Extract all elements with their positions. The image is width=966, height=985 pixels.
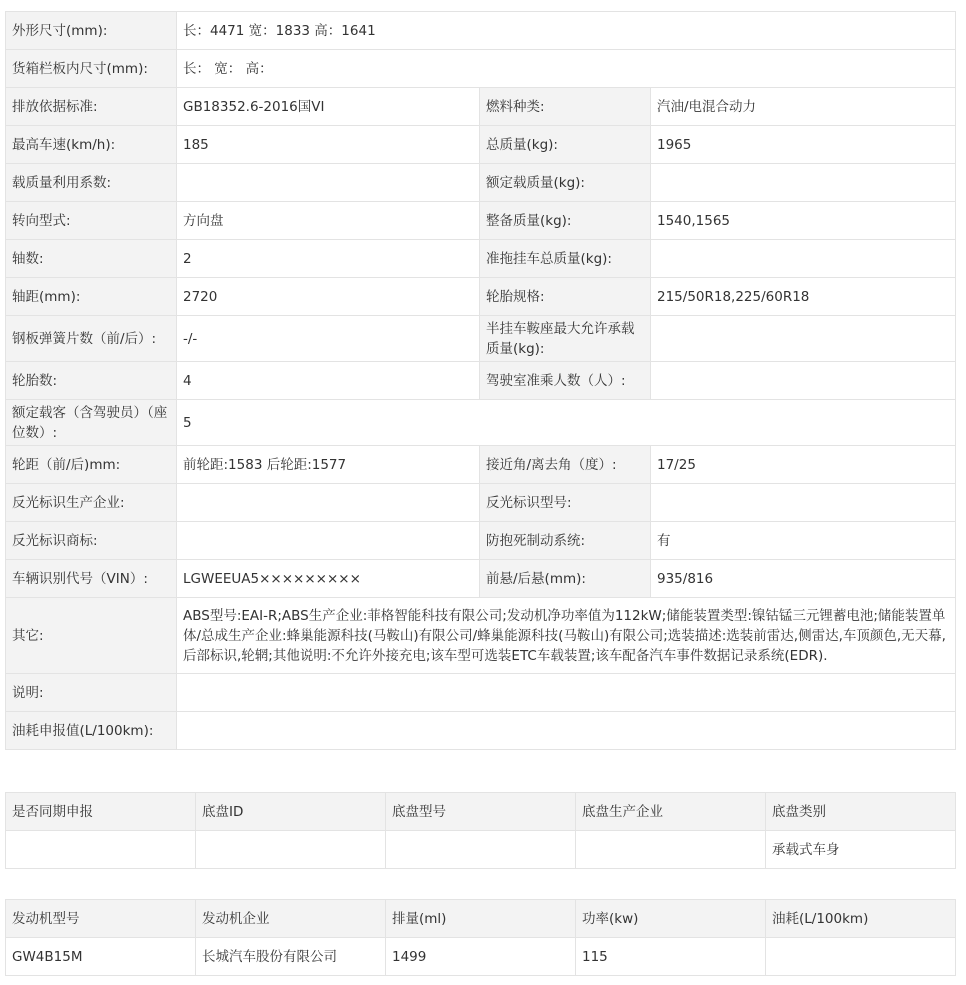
trailer-mass-value <box>651 240 956 278</box>
curb-mass-label: 整备质量(kg): <box>480 202 651 240</box>
dimensions-label: 外形尺寸(mm): <box>6 12 177 50</box>
leaf-springs-label: 钢板弹簧片数（前/后）: <box>6 316 177 362</box>
row-reflector <box>6 484 956 522</box>
total-mass-label: 总质量(kg): <box>480 126 651 164</box>
track-value: 前轮距:1583 后轮距:1577 <box>177 446 480 484</box>
notes-value <box>177 674 956 712</box>
reflector-model-value <box>651 484 956 522</box>
chassis-table <box>5 792 956 869</box>
tire-spec-value: 215/50R18,225/60R18 <box>651 278 956 316</box>
row-cargo-box <box>6 50 956 88</box>
other-value: ABS型号:EAI-R;ABS生产企业:菲格智能科技有限公司;发动机净功率值为112kW;储能装置类型:镍钴锰三元锂蓄电池;储能装置单体/总成生产企业:蜂巢能源科技(马鞍山)有限公司/蜂巢能源科技(马鞍山)有限公司;选装描述:选装前雷达,侧雷达,车顶颜色,无天幕,后部标识,轮辋;其他说明:不允许外接充电;该车型可选装ETC车载装置;该车配备汽车事件数据记录系统(EDR). <box>177 598 956 674</box>
tire-count-label: 轮胎数: <box>6 362 177 400</box>
engine-cell: GW4B15M <box>6 938 196 976</box>
abs-label: 防抱死制动系统: <box>480 522 651 560</box>
chassis-cell <box>196 831 386 869</box>
chassis-header-cell: 底盘型号 <box>386 793 576 831</box>
reflector-model-label: 反光标识型号: <box>480 484 651 522</box>
engine-cell <box>766 938 956 976</box>
row-other <box>6 598 956 674</box>
engine-header-row <box>6 900 956 938</box>
axles-value: 2 <box>177 240 480 278</box>
fuel-report-value <box>177 712 956 750</box>
rated-passengers-value: 5 <box>177 400 956 446</box>
total-mass-value: 1965 <box>651 126 956 164</box>
engine-cell: 115 <box>576 938 766 976</box>
leaf-springs-value: -/- <box>177 316 480 362</box>
chassis-cell: 承载式车身 <box>766 831 956 869</box>
row-vin-overhang <box>6 560 956 598</box>
tire-count-value: 4 <box>177 362 480 400</box>
cargo-box-value: 长： 宽： 高： <box>177 50 956 88</box>
emission-standard-value: GB18352.6-2016国VI <box>177 88 480 126</box>
chassis-header-cell: 底盘类别 <box>766 793 956 831</box>
row-emission-fuel <box>6 88 956 126</box>
row-speed-mass <box>6 126 956 164</box>
row-brand-abs <box>6 522 956 560</box>
axles-label: 轴数: <box>6 240 177 278</box>
fuel-report-label: 油耗申报值(L/100km): <box>6 712 177 750</box>
row-track-angle <box>6 446 956 484</box>
fuel-type-label: 燃料种类: <box>480 88 651 126</box>
chassis-cell <box>386 831 576 869</box>
engine-header-cell: 发动机企业 <box>196 900 386 938</box>
engine-header-cell: 功率(kw) <box>576 900 766 938</box>
overhang-value: 935/816 <box>651 560 956 598</box>
curb-mass-value: 1540,1565 <box>651 202 956 240</box>
table-row <box>6 938 956 976</box>
vin-label: 车辆识别代号（VIN）: <box>6 560 177 598</box>
engine-header-cell: 油耗(L/100km) <box>766 900 956 938</box>
row-notes <box>6 674 956 712</box>
cab-passengers-value <box>651 362 956 400</box>
reflector-brand-label: 反光标识商标: <box>6 522 177 560</box>
emission-standard-label: 排放依据标准: <box>6 88 177 126</box>
row-wheelbase-tire <box>6 278 956 316</box>
chassis-header-row <box>6 793 956 831</box>
reflector-brand-value <box>177 522 480 560</box>
steering-value: 方向盘 <box>177 202 480 240</box>
other-label: 其它: <box>6 598 177 674</box>
saddle-load-label: 半挂车鞍座最大允许承载质量(kg): <box>480 316 651 362</box>
cab-passengers-label: 驾驶室准乘人数（人）: <box>480 362 651 400</box>
engine-header-cell: 发动机型号 <box>6 900 196 938</box>
load-util-label: 载质量利用系数: <box>6 164 177 202</box>
saddle-load-value <box>651 316 956 362</box>
row-tires-cab <box>6 362 956 400</box>
dimensions-value: 长：4471 宽：1833 高：1641 <box>177 12 956 50</box>
trailer-mass-label: 准拖挂车总质量(kg): <box>480 240 651 278</box>
wheelbase-label: 轴距(mm): <box>6 278 177 316</box>
rated-load-label: 额定载质量(kg): <box>480 164 651 202</box>
table-row <box>6 831 956 869</box>
track-label: 轮距（前/后)mm: <box>6 446 177 484</box>
cargo-box-label: 货箱栏板内尺寸(mm): <box>6 50 177 88</box>
row-fuel-report <box>6 712 956 750</box>
overhang-label: 前悬/后悬(mm): <box>480 560 651 598</box>
notes-label: 说明: <box>6 674 177 712</box>
row-load <box>6 164 956 202</box>
vehicle-spec-table <box>5 11 956 750</box>
row-steering-curb <box>6 202 956 240</box>
rated-load-value <box>651 164 956 202</box>
abs-value: 有 <box>651 522 956 560</box>
engine-cell: 长城汽车股份有限公司 <box>196 938 386 976</box>
wheelbase-value: 2720 <box>177 278 480 316</box>
engine-cell: 1499 <box>386 938 576 976</box>
chassis-header-cell: 是否同期申报 <box>6 793 196 831</box>
load-util-value <box>177 164 480 202</box>
steering-label: 转向型式: <box>6 202 177 240</box>
chassis-header-cell: 底盘生产企业 <box>576 793 766 831</box>
rated-passengers-label: 额定载客（含驾驶员）（座位数）: <box>6 400 177 446</box>
approach-angle-label: 接近角/离去角（度）: <box>480 446 651 484</box>
tire-spec-label: 轮胎规格: <box>480 278 651 316</box>
row-rated-passengers <box>6 400 956 446</box>
max-speed-label: 最高车速(km/h): <box>6 126 177 164</box>
fuel-type-value: 汽油/电混合动力 <box>651 88 956 126</box>
max-speed-value: 185 <box>177 126 480 164</box>
chassis-header-cell: 底盘ID <box>196 793 386 831</box>
reflector-maker-label: 反光标识生产企业: <box>6 484 177 522</box>
chassis-cell <box>6 831 196 869</box>
reflector-maker-value <box>177 484 480 522</box>
row-dimensions <box>6 12 956 50</box>
approach-angle-value: 17/25 <box>651 446 956 484</box>
vin-value: LGWEEUA5××××××××× <box>177 560 480 598</box>
row-springs-saddle <box>6 316 956 362</box>
row-axles-trailer <box>6 240 956 278</box>
engine-table <box>5 899 956 976</box>
chassis-cell <box>576 831 766 869</box>
engine-header-cell: 排量(ml) <box>386 900 576 938</box>
